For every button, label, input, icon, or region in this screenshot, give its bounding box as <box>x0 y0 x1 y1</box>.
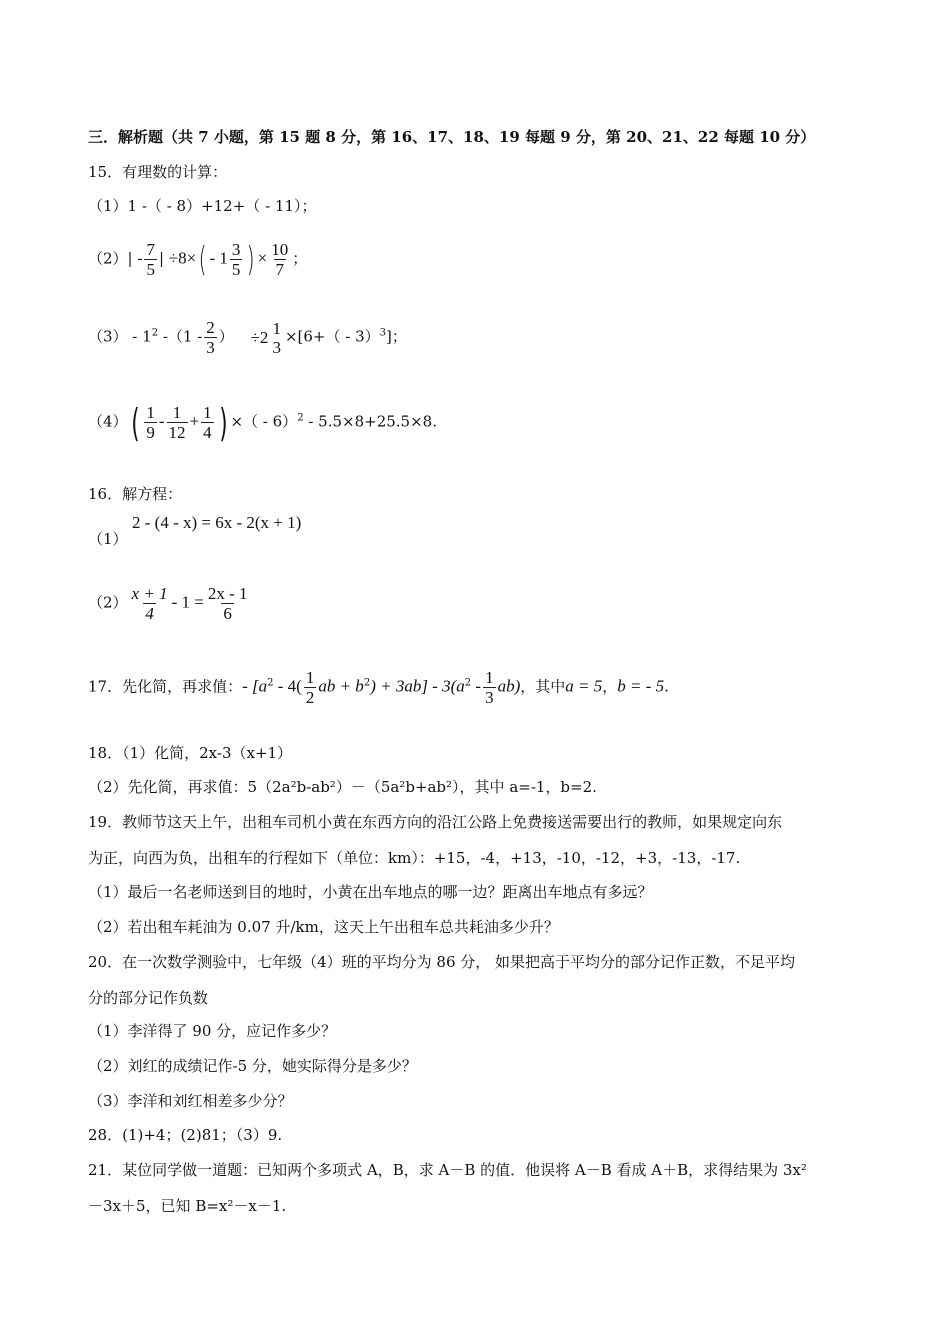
q19-part2: （2）若出租车耗油为 0.07 升/km，这天上午出租车总共耗油多少升？ <box>88 918 559 936</box>
q15-p2-times: × <box>257 248 268 268</box>
q15-p4-plus: + <box>189 411 200 431</box>
q15-p2-abs-right: | <box>158 249 164 268</box>
frac-num: 1 <box>485 668 494 687</box>
frac-num: 2x - 1 <box>207 584 248 603</box>
q15-p3-close: ） <box>218 327 234 346</box>
frac-num: 10 <box>271 240 289 259</box>
frac-num: 7 <box>146 240 155 259</box>
q16-title: 16．解方程： <box>88 485 183 503</box>
frac-den: 6 <box>223 604 232 623</box>
frac-den: 2 <box>305 688 315 707</box>
q16-p2-frac-b <box>206 584 250 623</box>
q16-p1-eq: 2 - (4 - x) = 6x - 2(x + 1) <box>132 513 302 532</box>
frac-num: 1 <box>272 318 281 338</box>
q20-line2: 分的部分记作负数 <box>88 989 209 1007</box>
q15-p3-exp3: 3 <box>379 327 386 339</box>
q20-line1: 20．在一次数学测验中，七年级（4）班的平均分为 86 分， 如果把高于平均分的部分记作正数，不足平均 <box>88 953 796 971</box>
q17-frac1 <box>304 668 317 707</box>
frac-den: 4 <box>203 423 212 442</box>
q15-part4 <box>88 400 437 445</box>
q17-expr-f: ab) <box>497 676 521 696</box>
q15-part2 <box>88 240 307 279</box>
q15-p2-frac2 <box>230 240 243 279</box>
q15-p4-exp: 2 <box>297 412 304 424</box>
frac-den: 3 <box>206 338 215 357</box>
q15-p2-rparen: ) <box>247 239 256 280</box>
q19-line1: 19．教师节这天上午，出租车司机小黄在东西方向的沿江公路上免费接送需要出行的教师，如果规定向东 <box>88 813 783 831</box>
q15-p3-exp2: 2 <box>151 327 159 339</box>
q20-part3: （3）李洋和刘红相差多少分？ <box>88 1092 293 1110</box>
q15-p4-label: （4） <box>88 412 128 431</box>
frac-den: 5 <box>231 260 241 279</box>
q15-p2-abs-left: | - <box>127 249 143 268</box>
q15-p4-frac-b <box>167 403 188 442</box>
q17-expr-c: ab + b <box>318 676 364 696</box>
frac-num: 1 <box>172 403 182 422</box>
q21-line2: －3x＋5，已知 B=x²－x－1. <box>88 1197 287 1215</box>
q16-p2-mid: - 1 = <box>171 592 204 612</box>
q15-title: 15．有理数的计算： <box>88 163 228 181</box>
q15-p4-frac-c <box>201 403 214 442</box>
q15-p3-div2: ÷2 <box>250 327 269 347</box>
q15-p3-frac <box>204 318 217 357</box>
q17-cond-text: ，其中 <box>520 677 566 696</box>
q15-p3-tail: ×[6+（ - 3） <box>284 327 380 346</box>
q15-p4-rparen: ) <box>218 400 228 445</box>
frac-den: 4 <box>145 604 154 623</box>
frac-den: 7 <box>275 260 284 279</box>
q15-p2-end: ； <box>292 249 308 268</box>
q17-cond-sep: ， <box>602 677 618 696</box>
frac-den: 5 <box>146 260 155 279</box>
q18-part1: 18．（1）化简，2x-3（x+1） <box>88 744 293 762</box>
q18-part2: （2）先化简，再求值：5（2a²b-ab²）－（5a²b+ab²），其中 a=-1，b=2. <box>88 778 597 796</box>
frac-num: x + 1 <box>131 584 168 603</box>
q15-p2-neg1: - 1 <box>209 248 228 268</box>
q17-sup2: 2 <box>363 677 371 689</box>
q15-p4-frac-a <box>144 403 157 442</box>
section-header: 三．解析题（共 7 小题，第 15 题 8 分，第 16、17、18、19 每题 9 分，第 20、21、22 每题 10 分） <box>88 128 816 146</box>
q20-part2: （2）刘红的成绩记作-5 分，她实际得分是多少？ <box>88 1057 417 1075</box>
q15-p4-minus: - <box>158 411 165 431</box>
q17 <box>88 668 669 707</box>
q16-p2-label: （2） <box>88 593 128 612</box>
q15-part1: （1）1 -（ - 8）+12+（ - 11）； <box>88 197 317 215</box>
q16-p2-frac-a <box>130 584 170 623</box>
frac-den: 12 <box>168 423 186 442</box>
frac-num: 3 <box>231 240 241 259</box>
q20-part1: （1）李洋得了 90 分，应记作多少？ <box>88 1022 337 1040</box>
q15-p3-end: ]； <box>386 327 407 346</box>
frac-den: 3 <box>272 337 281 357</box>
frac-num: 1 <box>203 403 212 422</box>
frac-num: 2 <box>206 318 215 337</box>
q15-p4-end: - 5.5×8+25.5×8. <box>303 412 437 431</box>
frac-num: 1 <box>146 403 155 422</box>
q17-expr-b: - 4( <box>273 676 302 696</box>
q15-part3 <box>88 318 407 357</box>
q17-expr-a: - [a <box>242 676 268 696</box>
q15-p2-label: （2） <box>88 249 128 268</box>
q17-expr-e: - <box>471 676 482 696</box>
q15-p3-mid: -（1 - <box>158 327 203 346</box>
q15-p3-label: （3） - 1 <box>88 327 152 346</box>
q15-p2-lparen: ( <box>198 239 207 280</box>
q17-cond-b: b = - 5 <box>617 676 665 696</box>
q15-p4-lparen: ( <box>130 400 140 445</box>
q19-part1: （1）最后一名老师送到目的地时，小黄在出车地点的哪一边？距离出车地点有多远？ <box>88 883 653 901</box>
q19-line2: 为正，向西为负，出租车的行程如下（单位：km）：+15，-4，+13，-10，-12，+3，-13，-17. <box>88 849 741 867</box>
q15-p3-mixed <box>251 319 285 357</box>
q15-p2-frac3 <box>269 240 290 279</box>
q16-part2 <box>88 584 252 623</box>
frac-den: 3 <box>485 688 494 707</box>
q17-title: 17．先化简，再求值： <box>88 677 243 696</box>
q15-p3-mix-frac <box>270 319 283 357</box>
q17-cond-end: . <box>664 677 669 696</box>
frac-num: 1 <box>305 668 315 687</box>
q17-sup1: 2 <box>267 677 274 689</box>
q17-expr-d: ) + 3ab] - 3(a <box>370 676 465 696</box>
q15-p2-frac1 <box>144 240 157 279</box>
q21-line1: 21．某位同学做一道题：已知两个多项式 A，B，求 A－B 的值．他误将 A－B 看成 A＋B，求得结果为 3x² <box>88 1161 807 1179</box>
q16-p1-label: （1） <box>88 530 128 548</box>
frac-den: 9 <box>146 423 155 442</box>
q17-frac2 <box>483 668 496 707</box>
q17-cond-a: a = 5 <box>565 676 603 696</box>
q15-p4-tail: ×（ - 6） <box>230 412 298 431</box>
q28-answer: 28．(1)+4；(2)81；（3）9. <box>88 1126 283 1144</box>
q15-p2-div8: ÷8× <box>168 248 197 268</box>
q17-sup3: 2 <box>464 677 472 689</box>
